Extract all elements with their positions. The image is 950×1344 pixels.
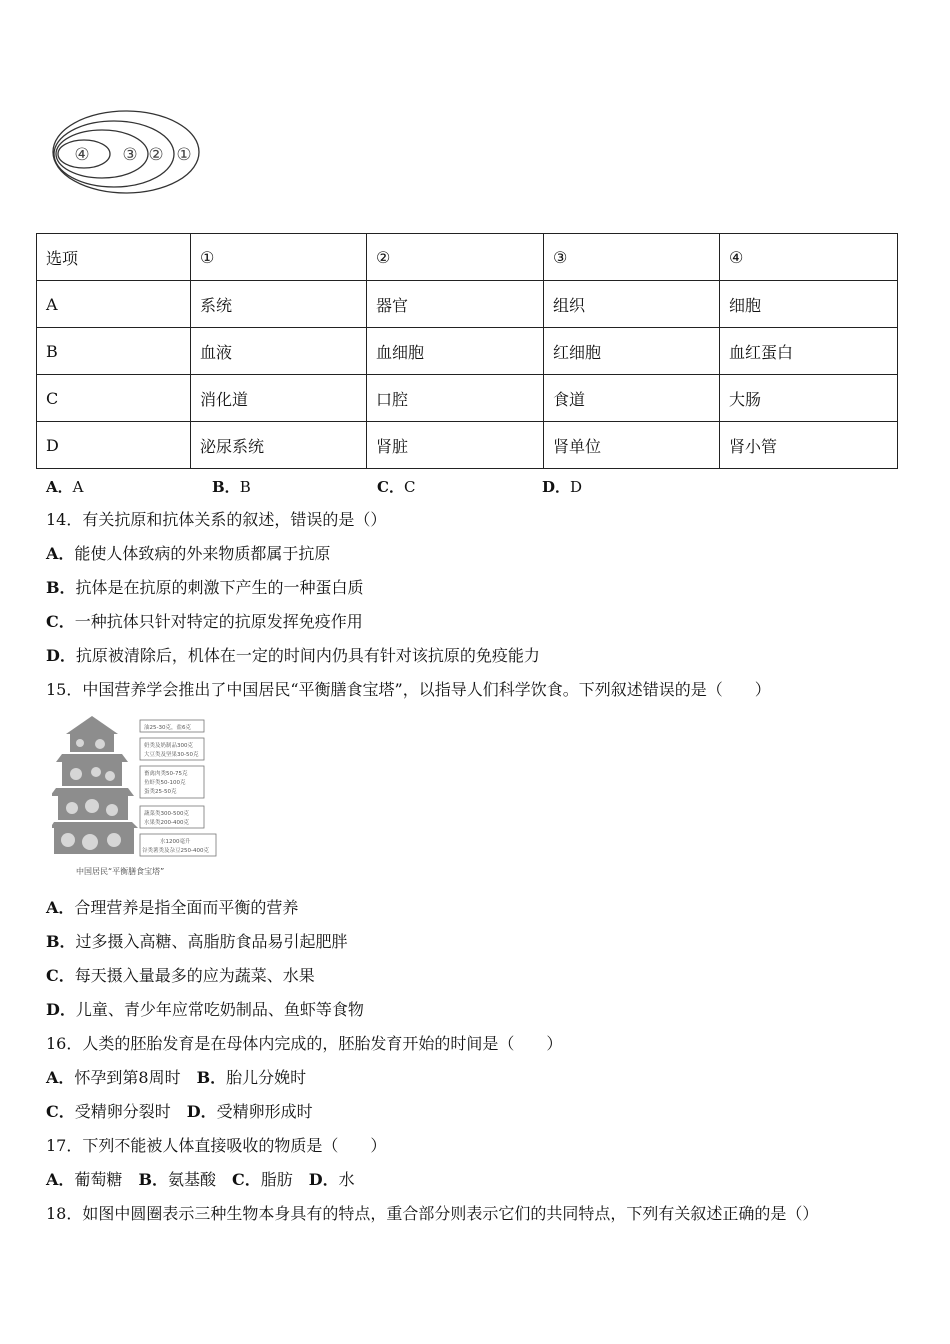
options-table bbox=[36, 233, 898, 469]
pyramid-label: 油25-30克，盐6克 bbox=[144, 725, 191, 731]
q17-stem: 17．下列不能被人体直接吸收的物质是（ ） bbox=[46, 1136, 387, 1155]
option-text: 抗原被清除后，机体在一定的时间内仍具有针对该抗原的免疫能力 bbox=[75, 646, 540, 665]
q16-option-b[interactable] bbox=[197, 1068, 307, 1087]
pyramid-label: 谷类薯类及杂豆250-400克 bbox=[142, 848, 209, 854]
table-cell: ③ bbox=[544, 234, 720, 281]
option-text: 能使人体致病的外来物质都属于抗原 bbox=[74, 544, 331, 563]
option-letter: A． bbox=[46, 1068, 75, 1087]
option-text: D bbox=[570, 478, 583, 496]
table-cell: 选项 bbox=[37, 234, 191, 281]
option-text: 葡萄糖 bbox=[74, 1170, 139, 1189]
option-letter: B． bbox=[196, 1068, 227, 1087]
option-letter: D． bbox=[542, 478, 571, 496]
q14-option-c[interactable] bbox=[46, 612, 363, 632]
option-text: 每天摄入量最多的应为蔬菜、水果 bbox=[74, 966, 315, 985]
table-cell: 大肠 bbox=[720, 375, 898, 422]
option-text: 受精卵分裂时 bbox=[74, 1102, 187, 1121]
pyramid-label: 蛋类25-50克 bbox=[144, 789, 177, 795]
table-cell: 血红蛋白 bbox=[720, 328, 898, 375]
food-icon bbox=[66, 802, 78, 814]
table-row bbox=[37, 328, 898, 375]
table-row bbox=[37, 422, 898, 469]
option-text: 怀孕到第8周时 bbox=[74, 1068, 197, 1087]
q16-stem: 16．人类的胚胎发育是在母体内完成的，胚胎发育开始的时间是（ ） bbox=[46, 1034, 563, 1053]
pyramid-roof bbox=[66, 716, 118, 734]
table-cell: 食道 bbox=[544, 375, 720, 422]
pyramid-eave-1 bbox=[56, 754, 128, 762]
pyramid-label: 水1200毫升 bbox=[160, 839, 191, 845]
table-cell: 肾单位 bbox=[544, 422, 720, 469]
food-icon bbox=[70, 768, 82, 780]
table-cell: 器官 bbox=[367, 281, 544, 328]
food-icon bbox=[76, 739, 84, 747]
q13-option-b[interactable] bbox=[212, 476, 251, 497]
table-cell: 红细胞 bbox=[544, 328, 720, 375]
pyramid-eave-3 bbox=[52, 822, 138, 828]
table-header-row bbox=[37, 234, 898, 281]
option-letter: D． bbox=[186, 1102, 217, 1121]
label-boxes bbox=[140, 720, 216, 856]
pyramid-label: 大豆类及坚果30-50克 bbox=[144, 752, 199, 758]
food-icon bbox=[61, 833, 75, 847]
q14-option-d[interactable] bbox=[46, 646, 540, 666]
q14-option-a[interactable] bbox=[46, 544, 330, 564]
q15-option-b[interactable] bbox=[46, 932, 348, 952]
table-cell: 细胞 bbox=[720, 281, 898, 328]
table-row bbox=[37, 281, 898, 328]
table-cell: 消化道 bbox=[191, 375, 367, 422]
option-letter: D． bbox=[46, 646, 76, 665]
pyramid-caption: 中国居民“平衡膳食宝塔” bbox=[76, 867, 165, 876]
option-text: B bbox=[239, 478, 251, 496]
q15-option-d[interactable] bbox=[46, 1000, 364, 1020]
q17-options bbox=[46, 1170, 355, 1190]
table-cell: C bbox=[37, 375, 191, 422]
table-cell: 系统 bbox=[191, 281, 367, 328]
q18-stem: 18．如图中圆圈表示三种生物本身具有的特点，重合部分则表示它们的共同特点，下列有关叙述正确的是（） bbox=[46, 1204, 819, 1223]
q15-stem: 15．中国营养学会推出了中国居民“平衡膳食宝塔”，以指导人们科学饮食。下列叙述错误的是（ ） bbox=[46, 680, 771, 699]
q15-option-c[interactable] bbox=[46, 966, 315, 986]
pyramid-label: 鱼虾类50-100克 bbox=[144, 780, 186, 786]
venn-label-2: ② bbox=[148, 145, 164, 165]
q13-answer-choices bbox=[46, 476, 906, 496]
table-cell: 肾脏 bbox=[367, 422, 544, 469]
option-text: 水 bbox=[338, 1170, 355, 1189]
option-letter: C． bbox=[46, 1102, 75, 1121]
table-cell: A bbox=[37, 281, 191, 328]
option-text: A bbox=[72, 478, 84, 496]
option-text: 受精卵形成时 bbox=[216, 1102, 313, 1121]
q14-option-b[interactable] bbox=[46, 578, 364, 598]
table-cell: 泌尿系统 bbox=[191, 422, 367, 469]
food-pyramid-figure bbox=[52, 708, 222, 880]
food-icon bbox=[95, 739, 105, 749]
venn-label-1: ① bbox=[176, 145, 192, 165]
q13-option-a[interactable] bbox=[46, 476, 83, 497]
option-letter: A． bbox=[46, 478, 73, 496]
food-icon bbox=[82, 834, 98, 850]
pyramid-tiers bbox=[52, 716, 138, 854]
table-row bbox=[37, 375, 898, 422]
option-letter: B． bbox=[46, 578, 76, 597]
food-icon bbox=[106, 804, 118, 816]
nested-ellipse-diagram bbox=[50, 108, 202, 196]
q16-options-line-2 bbox=[46, 1102, 313, 1122]
option-text: C bbox=[403, 478, 416, 496]
option-letter: A． bbox=[46, 544, 75, 563]
table-cell: ④ bbox=[720, 234, 898, 281]
option-text: 过多摄入高糖、高脂肪食品易引起肥胖 bbox=[75, 932, 348, 951]
q17-option-d[interactable] bbox=[309, 1170, 355, 1189]
q17-option-c[interactable] bbox=[232, 1170, 309, 1189]
option-letter: A． bbox=[46, 898, 75, 917]
option-letter: C． bbox=[377, 478, 404, 496]
food-icon bbox=[107, 833, 121, 847]
food-icon bbox=[105, 771, 115, 781]
option-letter: D． bbox=[308, 1170, 339, 1189]
pyramid-eave-2 bbox=[52, 788, 134, 796]
option-letter: C． bbox=[46, 612, 75, 631]
q13-option-d[interactable] bbox=[542, 476, 582, 497]
option-letter: C． bbox=[231, 1170, 261, 1189]
option-text: 合理营养是指全面而平衡的营养 bbox=[74, 898, 299, 917]
food-icon bbox=[91, 767, 101, 777]
option-text: 抗体是在抗原的刺激下产生的一种蛋白质 bbox=[75, 578, 364, 597]
table-cell: 肾小管 bbox=[720, 422, 898, 469]
table-cell: 血液 bbox=[191, 328, 367, 375]
option-letter: B． bbox=[46, 932, 76, 951]
option-letter: B． bbox=[138, 1170, 168, 1189]
option-text: 胎儿分娩时 bbox=[226, 1068, 307, 1087]
q13-option-c[interactable] bbox=[377, 476, 415, 497]
venn-label-3: ③ bbox=[122, 145, 138, 165]
food-icon bbox=[85, 799, 99, 813]
pyramid-label: 畜禽肉类50-75克 bbox=[144, 771, 188, 777]
table-cell: 组织 bbox=[544, 281, 720, 328]
option-letter: D． bbox=[46, 1000, 76, 1019]
option-letter: C． bbox=[46, 966, 75, 985]
venn-label-4: ④ bbox=[74, 145, 90, 165]
table-cell: ① bbox=[191, 234, 367, 281]
option-letter: B． bbox=[212, 478, 240, 496]
pyramid-label: 蔬菜类300-500克 bbox=[144, 811, 189, 817]
option-text: 氨基酸 bbox=[167, 1170, 232, 1189]
q16-option-d[interactable] bbox=[187, 1102, 313, 1121]
q17-option-b[interactable] bbox=[138, 1170, 232, 1189]
q16-option-c[interactable] bbox=[46, 1102, 187, 1121]
pyramid-label: 水果类200-400克 bbox=[144, 820, 189, 826]
pyramid-label: 奶类及奶制品300克 bbox=[144, 743, 193, 749]
table-cell: 血细胞 bbox=[367, 328, 544, 375]
q16-option-a[interactable] bbox=[46, 1068, 197, 1087]
q16-options-line-1 bbox=[46, 1068, 306, 1088]
q14-stem: 14．有关抗原和抗体关系的叙述，错误的是（） bbox=[46, 510, 387, 529]
option-letter: A． bbox=[46, 1170, 75, 1189]
q15-option-a[interactable] bbox=[46, 898, 298, 918]
table-cell: 口腔 bbox=[367, 375, 544, 422]
table-cell: ② bbox=[367, 234, 544, 281]
q17-option-a[interactable] bbox=[46, 1170, 138, 1189]
table-cell: D bbox=[37, 422, 191, 469]
option-text: 儿童、青少年应常吃奶制品、鱼虾等食物 bbox=[75, 1000, 364, 1019]
option-text: 脂肪 bbox=[260, 1170, 309, 1189]
option-text: 一种抗体只针对特定的抗原发挥免疫作用 bbox=[74, 612, 363, 631]
table-cell: B bbox=[37, 328, 191, 375]
